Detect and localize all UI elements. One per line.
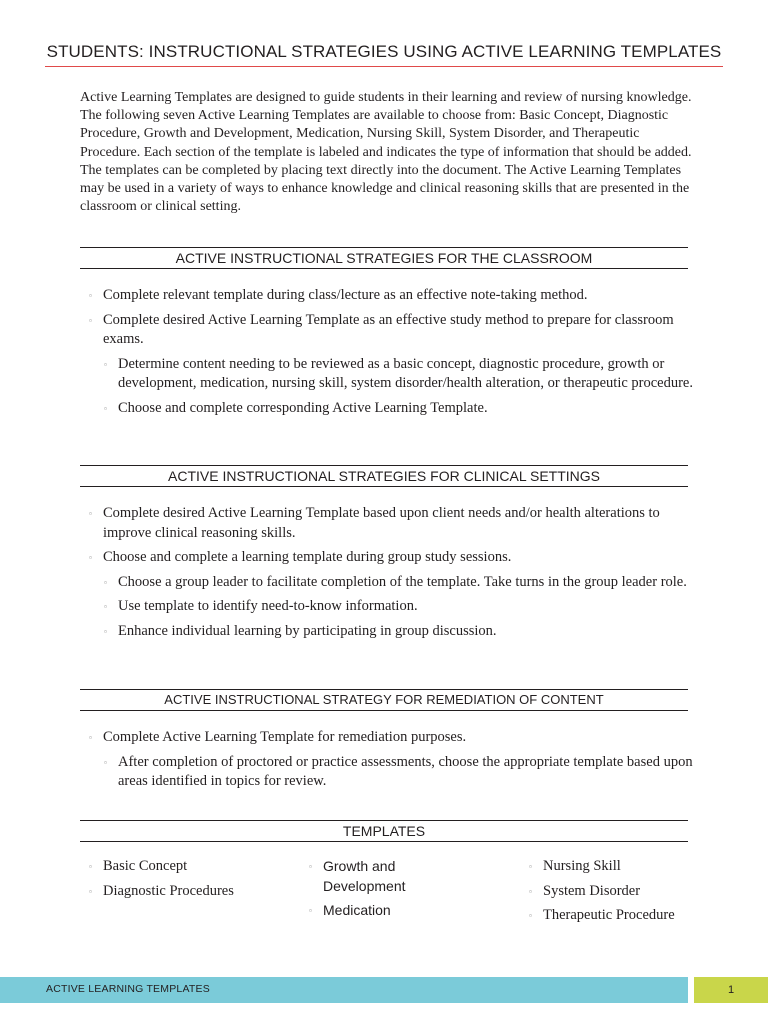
bullet-icon: ▫ — [309, 906, 312, 915]
bullet-icon: ▫ — [104, 626, 107, 636]
templates-column-3 — [529, 857, 699, 931]
bullet-icon: ▫ — [89, 886, 92, 896]
classroom-heading: ACTIVE INSTRUCTIONAL STRATEGIES FOR THE CLASSROOM — [80, 247, 688, 269]
list-item-text: Choose a group leader to facilitate completion of the template. Take turns in the group leader role. — [118, 573, 687, 590]
list-item — [89, 286, 699, 306]
bullet-icon: ▫ — [104, 403, 107, 413]
list-item — [309, 857, 469, 896]
templates-heading: TEMPLATES — [80, 820, 688, 842]
list-item-text: After completion of proctored or practice assessments, choose the appropriate template based upon areas identified in topics for review. — [118, 753, 693, 789]
remediation-list — [89, 728, 699, 797]
templates-column-1 — [89, 857, 274, 906]
list-item — [309, 901, 469, 921]
bullet-icon: ▫ — [104, 577, 107, 587]
list-item-text: Growth and Development — [323, 858, 406, 894]
bullet-icon: ▫ — [89, 315, 92, 325]
list-item — [89, 728, 699, 748]
list-item — [529, 857, 699, 877]
title-divider — [45, 66, 723, 67]
list-item — [89, 548, 699, 568]
templates-column-2 — [309, 857, 469, 926]
bullet-icon: ▫ — [89, 733, 92, 742]
list-item-text: Basic Concept — [103, 858, 188, 874]
bullet-icon: ▫ — [309, 862, 312, 871]
list-item-text: Nursing Skill — [543, 858, 621, 874]
bullet-icon: ▫ — [89, 862, 92, 871]
list-item-text: Complete desired Active Learning Template based upon client needs and/or health alterations to improve clinical reasoning skills. — [103, 505, 660, 541]
bullet-icon: ▫ — [104, 602, 107, 611]
list-item-text: Complete desired Active Learning Template as an effective study method to prepare for classroom exams. — [103, 311, 674, 347]
classroom-list — [89, 286, 699, 423]
sub-list-item — [104, 622, 699, 642]
list-item-text: Choose and complete a learning template during group study sessions. — [103, 549, 512, 565]
sub-list-item — [104, 355, 699, 394]
sub-list-item — [104, 399, 699, 419]
bullet-icon: ▫ — [89, 509, 92, 518]
footer-label: ACTIVE LEARNING TEMPLATES — [46, 983, 210, 995]
intro-paragraph: Active Learning Templates are designed to guide students in their learning and review of nursing knowledge. The following seven Active Learning Templates are available to choose from: Basic Concept, Diagnostic Procedure, Growth and Development, Medication, Nursing Skill, System Disorder, and Therapeutic Procedure. Each section of the template is labeled and indicates the type of information that should be added. The templates can be completed by placing text directly into the document. The Active Learning Templates may be used in a variety of ways to enhance knowledge and clinical reasoning skills that are presented in the classroom or clinical setting. — [80, 90, 692, 215]
bullet-icon: ▫ — [104, 757, 107, 767]
list-item — [529, 906, 699, 926]
bullet-icon: ▫ — [89, 291, 92, 300]
remediation-heading: ACTIVE INSTRUCTIONAL STRATEGY FOR REMEDIATION OF CONTENT — [80, 689, 688, 711]
list-item — [89, 882, 274, 902]
list-item-text: System Disorder — [543, 882, 641, 899]
sub-list-item — [104, 753, 699, 792]
bullet-icon: ▫ — [529, 911, 532, 920]
list-item — [89, 857, 274, 877]
sub-list-item — [104, 573, 699, 593]
list-item-text: Therapeutic Procedure — [543, 907, 675, 923]
bullet-icon: ▫ — [529, 886, 532, 896]
list-item-text: Use template to identify need-to-know information. — [118, 598, 418, 614]
clinical-heading: ACTIVE INSTRUCTIONAL STRATEGIES FOR CLINICAL SETTINGS — [80, 465, 688, 487]
list-item — [89, 311, 699, 350]
list-item-text: Determine content needing to be reviewed as a basic concept, diagnostic procedure, growth or development, medication, nursing skill, system disorder/health alteration, or therapeutic procedure. — [118, 355, 693, 391]
list-item — [529, 882, 699, 902]
list-item-text: Enhance individual learning by participating in group discussion. — [118, 622, 497, 639]
page-number: 1 — [694, 977, 768, 1003]
list-item-text: Medication — [323, 902, 391, 918]
sub-list-item — [104, 597, 699, 617]
bullet-icon: ▫ — [89, 553, 92, 562]
list-item-text: Diagnostic Procedures — [103, 882, 234, 899]
list-item — [89, 504, 699, 543]
bullet-icon: ▫ — [529, 862, 532, 871]
list-item-text: Choose and complete corresponding Active Learning Template. — [118, 399, 488, 416]
list-item-text: Complete Active Learning Template for remediation purposes. — [103, 729, 467, 745]
clinical-list — [89, 504, 699, 646]
bullet-icon: ▫ — [104, 359, 107, 369]
list-item-text: Complete relevant template during class/lecture as an effective note-taking method. — [103, 287, 588, 303]
templates-columns — [89, 857, 699, 937]
page-title: STUDENTS: INSTRUCTIONAL STRATEGIES USING ACTIVE LEARNING TEMPLATES — [46, 42, 722, 61]
